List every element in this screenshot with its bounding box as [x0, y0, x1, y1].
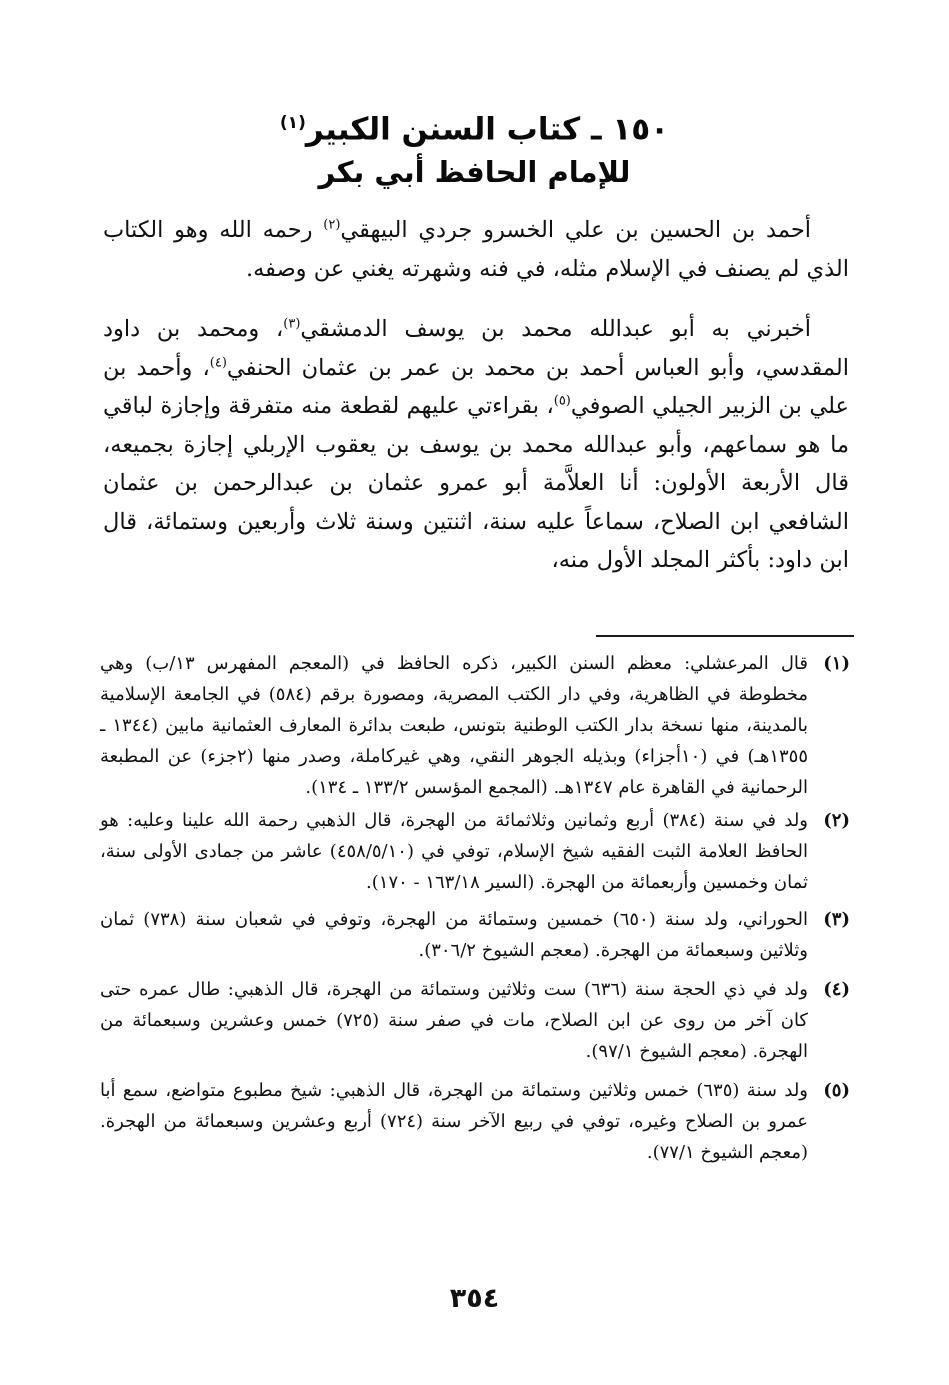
footnote-3 [100, 904, 850, 966]
paragraph-2-text-a: أخبرني به أبو عبدالله محمد بن يوسف الدمشقي [300, 316, 811, 342]
paragraph-1-text-b: رحمه الله وهو الكتاب الذي لم يصنف في الإسلام مثله، في فنه وشهرته يغني عن وصفه. [103, 217, 849, 282]
footnotes-list [100, 648, 850, 1168]
footnote-ref-2: (٢) [323, 217, 341, 233]
body-paragraph-2 [103, 310, 849, 580]
footnote-number: (٤) [823, 979, 850, 1000]
footnote-number: (٣) [823, 909, 850, 930]
footnote-ref-1: (١) [279, 113, 306, 133]
footnote-text: ولد في ذي الحجة سنة (٦٣٦) ست وثلاثين وستمائة من الهجرة، قال الذهبي: طال عمره حتى كان آخر من روى عن ابن الصلاح، مات في صفر سنة (٧٢٥) خمس وعشرين وسبعمائة من الهجرة. (معجم الشيوخ ٩٧/١). [100, 979, 808, 1062]
footnote-number: (٥) [823, 1080, 850, 1101]
footnote-number: (٢) [823, 810, 850, 831]
paragraph-2-text-d: ، بقراءتي عليهم لقطعة منه متفرقة وإجازة لباقي ما هو سماعهم، وأبو عبدالله محمد بن يوسف بن يعقوب الإربلي إجازة بجميعه، قال الأربعة الأولون: أنا العلاَّمة أبو عمرو عثمان بن عبدالرحمن بن عثمان الشافعي ابن الصلاح، سماعاً عليه سنة، اثنتين وسنة ثلاث وأربعين وستمائة، قال ابن داود: بأكثر المجلد الأول منه، [103, 393, 849, 573]
footnote-text: ولد في سنة (٣٨٤) أربع وثمانين وثلاثمائة من الهجرة، قال الذهبي رحمة الله علينا وعليه: هو الحافظ العلامة الثبت الفقيه شيخ الإسلام، توفي في (٤٥٨/٥/١٠) عاشر من جمادى الأولى سنة، ثمان وخمسين وأربعمائة من الهجرة. (السير ١٦٣/١٨ - ١٧٠). [100, 810, 808, 893]
footnote-ref-5: (٥) [553, 393, 571, 409]
footnote-number: (١) [823, 653, 850, 674]
footnote-separator [596, 635, 854, 637]
chapter-title [60, 100, 889, 152]
paragraph-1-text-a: أحمد بن الحسين بن علي الخسرو جردي البيهقي [340, 217, 811, 243]
footnote-2 [100, 805, 850, 898]
body-paragraph-1 [103, 211, 849, 288]
paragraph-2-text-c: ، وأحمد بن علي بن الزبير الجيلي الصوفي [103, 354, 849, 419]
footnote-text: ولد سنة (٦٣٥) خمس وثلاثين وستمائة من الهجرة، قال الذهبي: شيخ مطبوع متواضع، سمع أبا عمرو بن الصلاح وغيره، توفي في ربيع الآخر سنة (٧٢٤) أربع وعشرين وسبعمائة من الهجرة. (معجم الشيوخ ٧٧/١). [100, 1080, 809, 1163]
chapter-title-text: ١٥٠ ـ كتاب السنن الكبير [305, 111, 670, 148]
footnote-text: قال المرعشلي: معظم السنن الكبير، ذكره الحافظ في (المعجم المفهرس ١٣/ب) وهي مخطوطة في الظاهرية، وفي دار الكتب المصرية، ومصورة برقم (٥٨٤) في الجامعة الإسلامية بالمدينة، منها نسخة بدار الكتب الوطنية بتونس، طبعت بدائرة المعارف العثمانية مابين (١٣٤٤ ـ ١٣٥٥هـ) في (١٠أجزاء) وبذيله الجوهر النقي، وهي غيركاملة، وصدر منها (٢جزء) عن المطبعة الرحمانية في القاهرة عام ١٣٤٧هـ. (المجمع المؤسس ١٣٣/٢ ـ ١٣٤). [100, 653, 809, 798]
page-number: ٣٥٤ [449, 1283, 500, 1314]
paragraph-2-text-b: ، ومحمد بن داود المقدسي، وأبو العباس أحمد بن محمد بن عمر بن عثمان الحنفي [103, 316, 849, 381]
footnote-4 [100, 974, 850, 1067]
footnote-text: الحوراني، ولد سنة (٦٥٠) خمسين وستمائة من الهجرة، وتوفي في شعبان سنة (٧٣٨) ثمان وثلاثين وسبعمائة من الهجرة. (معجم الشيوخ ٣٠٦/٢). [100, 909, 808, 961]
chapter-subtitle: للإمام الحافظ أبي بكر [318, 155, 631, 189]
footnote-1 [100, 648, 850, 803]
footnote-ref-4: (٤) [209, 355, 227, 370]
footnote-ref-3: (٣) [283, 316, 301, 332]
footnote-5 [100, 1075, 850, 1168]
